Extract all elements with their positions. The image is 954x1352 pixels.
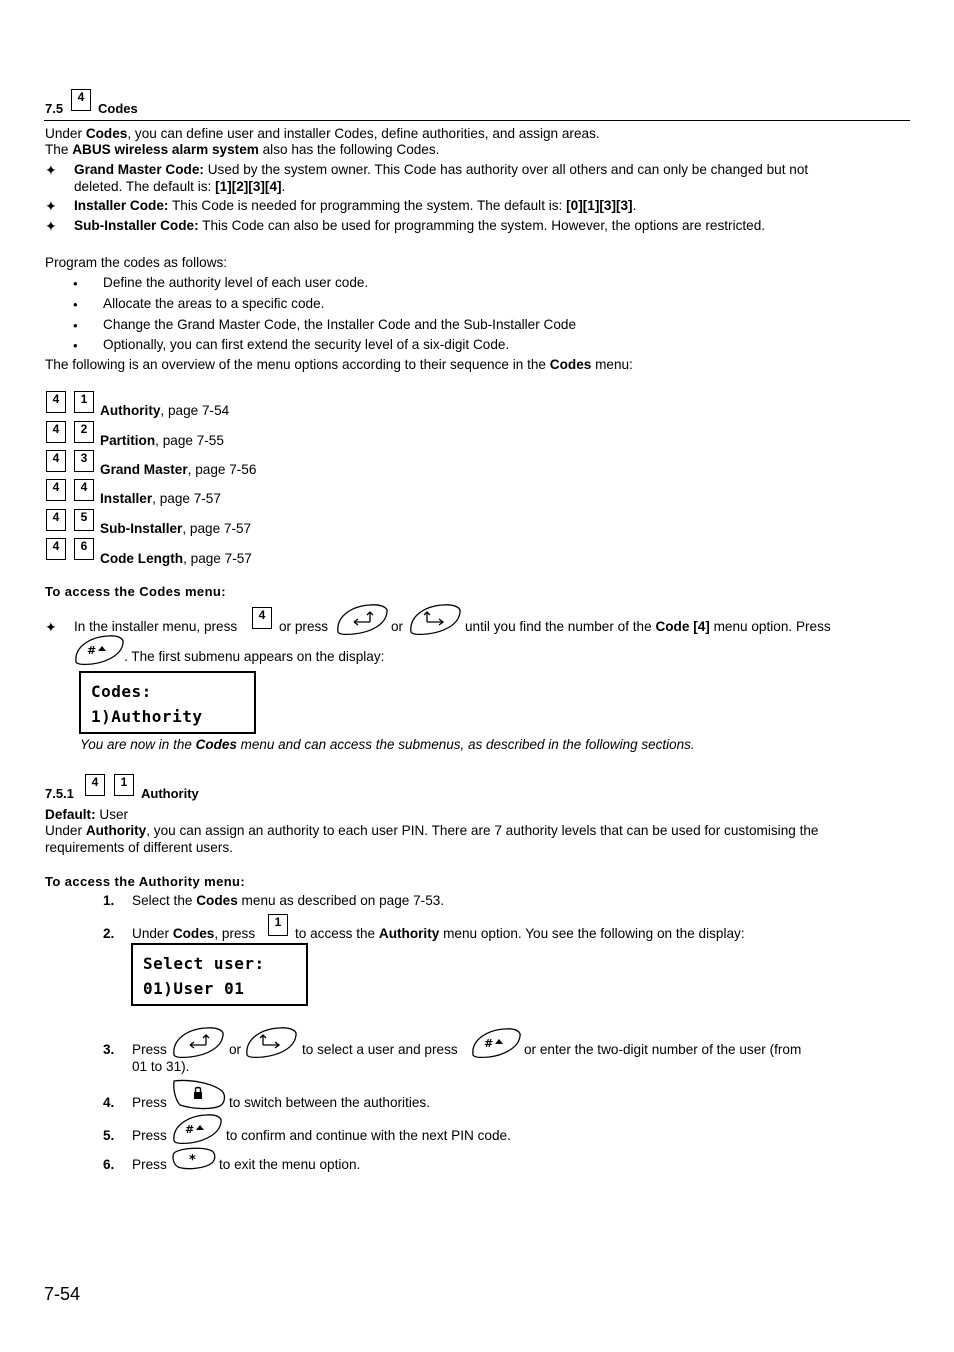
bullet-icon: ✦ bbox=[45, 198, 57, 214]
section-rule bbox=[44, 120, 910, 121]
menu-option-label: Partition, page 7-55 bbox=[100, 433, 224, 448]
menu-key-1: 4 bbox=[46, 509, 66, 531]
confirm-hash-button-icon bbox=[170, 1113, 224, 1145]
access-step-text: In the installer menu, press bbox=[74, 619, 238, 634]
bullet-icon: • bbox=[73, 338, 78, 353]
step-number: 4. bbox=[103, 1095, 115, 1110]
installer-code-item: Installer Code: This Code is needed for programming the system. The default is: [0][1][3][3]. bbox=[74, 198, 637, 213]
menu-key-1: 4 bbox=[46, 391, 66, 413]
menu-key-2: 5 bbox=[74, 509, 94, 531]
step-number: 5. bbox=[103, 1128, 115, 1143]
step-3-text: 01 to 31). bbox=[132, 1059, 190, 1074]
access-authority-heading: To access the Authority menu: bbox=[45, 874, 246, 889]
step-5-text: to confirm and continue with the next PIN code. bbox=[226, 1128, 511, 1143]
default-line: Default: User bbox=[45, 807, 129, 822]
overview-line: The following is an overview of the menu options according to their sequence in the Codes menu: bbox=[45, 357, 633, 372]
menu-key-2: 2 bbox=[74, 421, 94, 443]
star-button-icon bbox=[170, 1145, 218, 1173]
bullet-icon: ✦ bbox=[45, 218, 57, 234]
confirm-hash-button-icon bbox=[469, 1027, 523, 1059]
arrow-right-button-icon bbox=[407, 602, 463, 636]
bullet-icon: • bbox=[73, 318, 78, 333]
confirm-hash-button-icon bbox=[72, 634, 126, 666]
bullet-icon: ✦ bbox=[45, 162, 57, 178]
grand-master-code-default: deleted. The default is: [1][2][3][4]. bbox=[74, 179, 286, 194]
codes-menu-note: You are now in the Codes menu and can access the submenus, as described in the following sections. bbox=[80, 737, 695, 752]
menu-option-label: Authority, page 7-54 bbox=[100, 403, 230, 418]
subsection-title: Authority bbox=[141, 786, 199, 801]
menu-key-2: 6 bbox=[74, 538, 94, 560]
menu-key-2: 4 bbox=[74, 479, 94, 501]
access-codes-heading: To access the Codes menu: bbox=[45, 584, 226, 599]
step-2-text: Under Codes, press bbox=[132, 926, 256, 941]
subsection-key-1: 4 bbox=[85, 774, 105, 796]
access-step-text: . The first submenu appears on the display: bbox=[124, 649, 385, 664]
step-3-text: or enter the two-digit number of the user (from bbox=[524, 1042, 802, 1057]
bullet-icon: • bbox=[73, 297, 78, 312]
svg-text:*: * bbox=[189, 1153, 196, 1168]
step-number: 2. bbox=[103, 926, 115, 941]
step-number: 6. bbox=[103, 1157, 115, 1172]
step-2-text-b: to access the Authority menu option. You see the following on the display: bbox=[295, 926, 745, 941]
step-3-text: to select a user and press bbox=[302, 1042, 458, 1057]
step-3-text: Press bbox=[132, 1042, 167, 1057]
menu-key-2: 3 bbox=[74, 450, 94, 472]
authority-desc-2: requirements of different users. bbox=[45, 840, 233, 855]
svg-text:#: # bbox=[87, 644, 97, 657]
svg-text:#: # bbox=[185, 1123, 195, 1136]
step-4-text: Press bbox=[132, 1095, 167, 1110]
section-title: Codes bbox=[98, 101, 138, 116]
program-item: Allocate the areas to a specific code. bbox=[103, 296, 325, 311]
step-1-text: Select the Codes menu as described on page 7-53. bbox=[132, 893, 445, 908]
arrow-left-button-icon bbox=[334, 602, 390, 636]
intro-line-1: Under Codes, you can define user and installer Codes, define authorities, and assign areas. bbox=[45, 126, 600, 141]
step-6-text: to exit the menu option. bbox=[219, 1157, 361, 1172]
subsection-key-2: 1 bbox=[114, 774, 134, 796]
program-item: Define the authority level of each user code. bbox=[103, 275, 369, 290]
section-key: 4 bbox=[71, 89, 91, 111]
intro-line-2: The ABUS wireless alarm system also has the following Codes. bbox=[45, 142, 440, 157]
subsection-number: 7.5.1 bbox=[45, 786, 74, 801]
step-5-text: Press bbox=[132, 1128, 167, 1143]
svg-text:#: # bbox=[484, 1037, 494, 1050]
lcd-line-2: 01)User 01 bbox=[143, 979, 245, 998]
step-number: 3. bbox=[103, 1042, 115, 1057]
lcd-display-select-user bbox=[131, 943, 308, 1006]
program-item: Optionally, you can first extend the security level of a six-digit Code. bbox=[103, 337, 510, 352]
menu-option-label: Grand Master, page 7-56 bbox=[100, 462, 257, 477]
sub-installer-code-item: Sub-Installer Code: This Code can also be used for programming the system. However, the options are restricted. bbox=[74, 218, 766, 233]
menu-option-label: Code Length, page 7-57 bbox=[100, 551, 252, 566]
step-4-text: to switch between the authorities. bbox=[229, 1095, 430, 1110]
access-step-text: or bbox=[391, 619, 404, 634]
page-number: 7-54 bbox=[44, 1284, 81, 1304]
menu-key-1: 4 bbox=[46, 421, 66, 443]
section-number: 7.5 bbox=[45, 101, 64, 116]
menu-option-label: Installer, page 7-57 bbox=[100, 491, 221, 506]
menu-key-1: 4 bbox=[46, 450, 66, 472]
access-step-text: or press bbox=[279, 619, 329, 634]
bullet-icon: ✦ bbox=[45, 619, 57, 635]
step-3-text: or bbox=[229, 1042, 242, 1057]
lcd-line-2: 1)Authority bbox=[91, 707, 203, 726]
lcd-display-codes bbox=[79, 671, 256, 734]
menu-key-2: 1 bbox=[74, 391, 94, 413]
menu-option-label: Sub-Installer, page 7-57 bbox=[100, 521, 252, 536]
access-step-text: until you find the number of the Code [4] menu option. Press bbox=[465, 619, 831, 634]
arrow-left-button-icon bbox=[170, 1025, 226, 1059]
authority-desc-1: Under Authority, you can assign an authority to each user PIN. There are 7 authority levels that can be used for customising the bbox=[45, 823, 819, 838]
program-heading: Program the codes as follows: bbox=[45, 255, 228, 270]
program-item: Change the Grand Master Code, the Installer Code and the Sub-Installer Code bbox=[103, 317, 577, 332]
lcd-line-1: Codes: bbox=[91, 682, 152, 701]
arrow-right-button-icon bbox=[243, 1025, 299, 1059]
step-6-text: Press bbox=[132, 1157, 167, 1172]
bullet-icon: • bbox=[73, 276, 78, 291]
lcd-line-1: Select user: bbox=[143, 954, 265, 973]
lock-button-icon bbox=[170, 1077, 228, 1111]
key-4: 4 bbox=[252, 607, 272, 629]
grand-master-code-item: Grand Master Code: Used by the system owner. This Code has authority over all others and can only be changed but not bbox=[74, 162, 809, 177]
menu-key-1: 4 bbox=[46, 538, 66, 560]
menu-key-1: 4 bbox=[46, 479, 66, 501]
step-number: 1. bbox=[103, 893, 115, 908]
key-1: 1 bbox=[268, 914, 288, 936]
